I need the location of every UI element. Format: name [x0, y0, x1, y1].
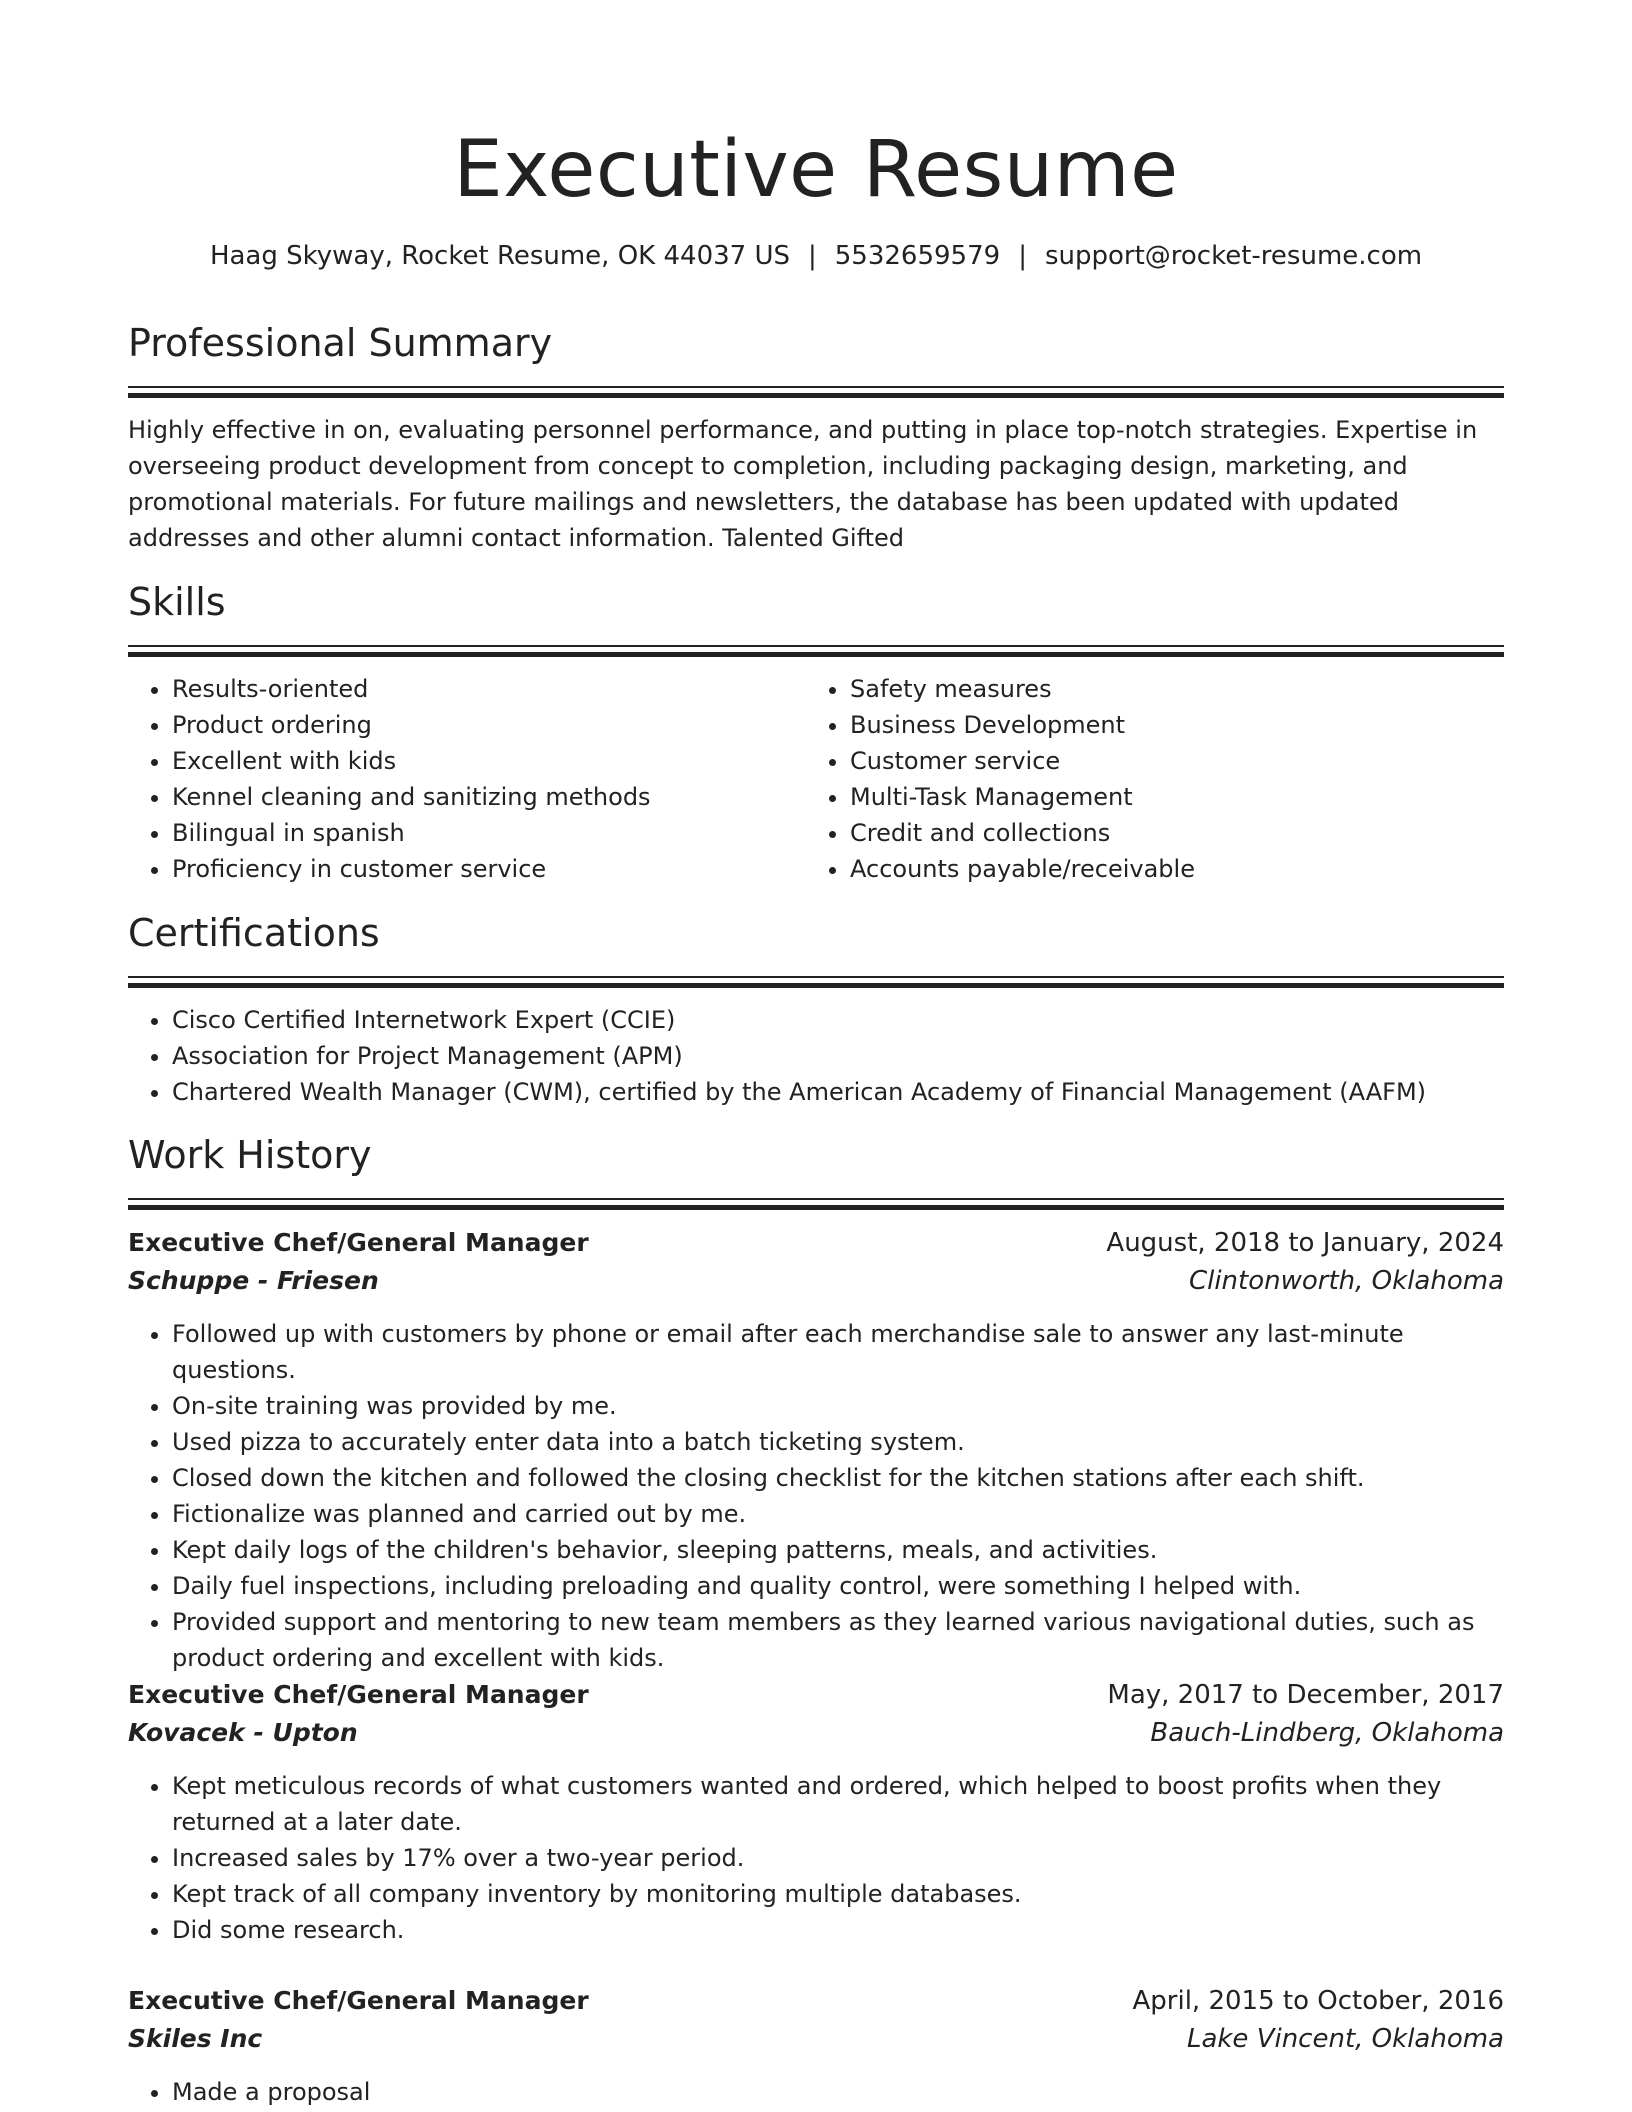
- skill-item: • Multi-Task Management: [850, 779, 1482, 815]
- skill-item: • Results-oriented: [172, 671, 806, 707]
- job-bullet: • Kept track of all company inventory by monitoring multiple databases.: [172, 1876, 1504, 1912]
- certification-item: • Association for Project Management (APM): [172, 1038, 1504, 1074]
- job-dates: August, 2018 to January, 2024: [1106, 1228, 1504, 1258]
- skill-item: • Credit and collections: [850, 815, 1482, 851]
- work-history-section: [128, 1130, 1504, 1210]
- summary-text: Highly effective in on, evaluating personnel performance, and putting in place top-notch strategies. Expertise in overseeing product development from concept to completion, including packaging design, marketing, and promotional materials. For future mailings and newsletters, the database has been updated with updated addresses and other alumni contact information. Talented Gifted: [128, 416, 1478, 552]
- job-entry: [128, 1224, 1504, 1676]
- job-company: Kovacek - Upton: [128, 1718, 358, 1747]
- certifications-list: [128, 1002, 1504, 1110]
- certification-item: • Cisco Certified Internetwork Expert (CCIE): [172, 1002, 1504, 1038]
- skills-list-right: [806, 671, 1482, 887]
- section-rule: [128, 645, 1504, 657]
- job-bullets: [128, 1768, 1504, 1948]
- contact-phone: 5532659579: [834, 241, 1001, 271]
- job-bullet: • Kept meticulous records of what customers wanted and ordered, which helped to boost profits when they returned at a later date.: [172, 1768, 1504, 1840]
- skills-columns: [128, 671, 1504, 887]
- job-bullet: • Closed down the kitchen and followed the closing checklist for the kitchen stations after each shift.: [172, 1460, 1504, 1496]
- skill-item: • Accounts payable/receivable: [850, 851, 1482, 887]
- job-bullet: • On-site training was provided by me.: [172, 1388, 1504, 1424]
- skill-item: • Safety measures: [850, 671, 1482, 707]
- section-heading-summary: Professional Summary: [128, 321, 553, 365]
- skill-item: • Kennel cleaning and sanitizing methods: [172, 779, 806, 815]
- summary-section: [128, 318, 1504, 556]
- job-bullet: • Provided support and mentoring to new team members as they learned various navigational duties, such as product ordering and excellent with kids.: [172, 1604, 1504, 1676]
- job-bullet: • Increased sales by 17% over a two-year period.: [172, 1840, 1504, 1876]
- job-bullet: • Daily fuel inspections, including preloading and quality control, were something I helped with.: [172, 1568, 1504, 1604]
- job-bullet: • Fictionalize was planned and carried out by me.: [172, 1496, 1504, 1532]
- job-dates: April, 2015 to October, 2016: [1132, 1986, 1504, 2016]
- job-dates: May, 2017 to December, 2017: [1107, 1680, 1504, 1710]
- skills-list-left: [128, 671, 806, 887]
- job-entry: [128, 1982, 1504, 2110]
- section-rule: [128, 1198, 1504, 1210]
- contact-address: Haag Skyway, Rocket Resume, OK 44037 US: [209, 241, 790, 271]
- section-heading-certifications: Certifications: [128, 911, 380, 955]
- job-company: Skiles Inc: [128, 2024, 263, 2053]
- skill-item: • Proficiency in customer service: [172, 851, 806, 887]
- section-rule: [128, 976, 1504, 988]
- skill-item: • Product ordering: [172, 707, 806, 743]
- contact-separator: |: [1018, 241, 1027, 271]
- job-bullet: • Did some research.: [172, 1912, 1504, 1948]
- job-bullets: [128, 2074, 1504, 2110]
- job-company: Schuppe - Friesen: [128, 1266, 379, 1295]
- job-bullet: • Used pizza to accurately enter data into a batch ticketing system.: [172, 1424, 1504, 1460]
- contact-email: support@rocket-resume.com: [1044, 241, 1423, 271]
- job-bullet: • Made a proposal: [172, 2074, 1504, 2110]
- section-rule: [128, 386, 1504, 398]
- skill-item: • Business Development: [850, 707, 1482, 743]
- skill-item: • Bilingual in spanish: [172, 815, 806, 851]
- contact-separator: |: [808, 241, 817, 271]
- job-title: Executive Chef/General Manager: [128, 1680, 589, 1709]
- job-title: Executive Chef/General Manager: [128, 1228, 589, 1257]
- job-bullet: • Kept daily logs of the children's behavior, sleeping patterns, meals, and activities.: [172, 1532, 1504, 1568]
- job-entry: [128, 1676, 1504, 1948]
- skills-section: [128, 577, 1504, 887]
- job-title: Executive Chef/General Manager: [128, 1986, 589, 2015]
- job-location: Bauch-Lindberg, Oklahoma: [1150, 1718, 1504, 1748]
- job-location: Lake Vincent, Oklahoma: [1186, 2024, 1504, 2054]
- resume-title: Executive Resume: [453, 125, 1179, 215]
- certifications-section: [128, 908, 1504, 1110]
- skill-item: • Customer service: [850, 743, 1482, 779]
- section-heading-work-history: Work History: [128, 1133, 372, 1177]
- job-bullet: • Followed up with customers by phone or email after each merchandise sale to answer any last-minute questions.: [172, 1316, 1504, 1388]
- job-bullets: [128, 1316, 1504, 1676]
- section-heading-skills: Skills: [128, 580, 226, 624]
- certification-item: • Chartered Wealth Manager (CWM), certified by the American Academy of Financial Management (AAFM): [172, 1074, 1504, 1110]
- job-location: Clintonworth, Oklahoma: [1188, 1266, 1504, 1296]
- skill-item: • Excellent with kids: [172, 743, 806, 779]
- contact-line: [128, 238, 1504, 274]
